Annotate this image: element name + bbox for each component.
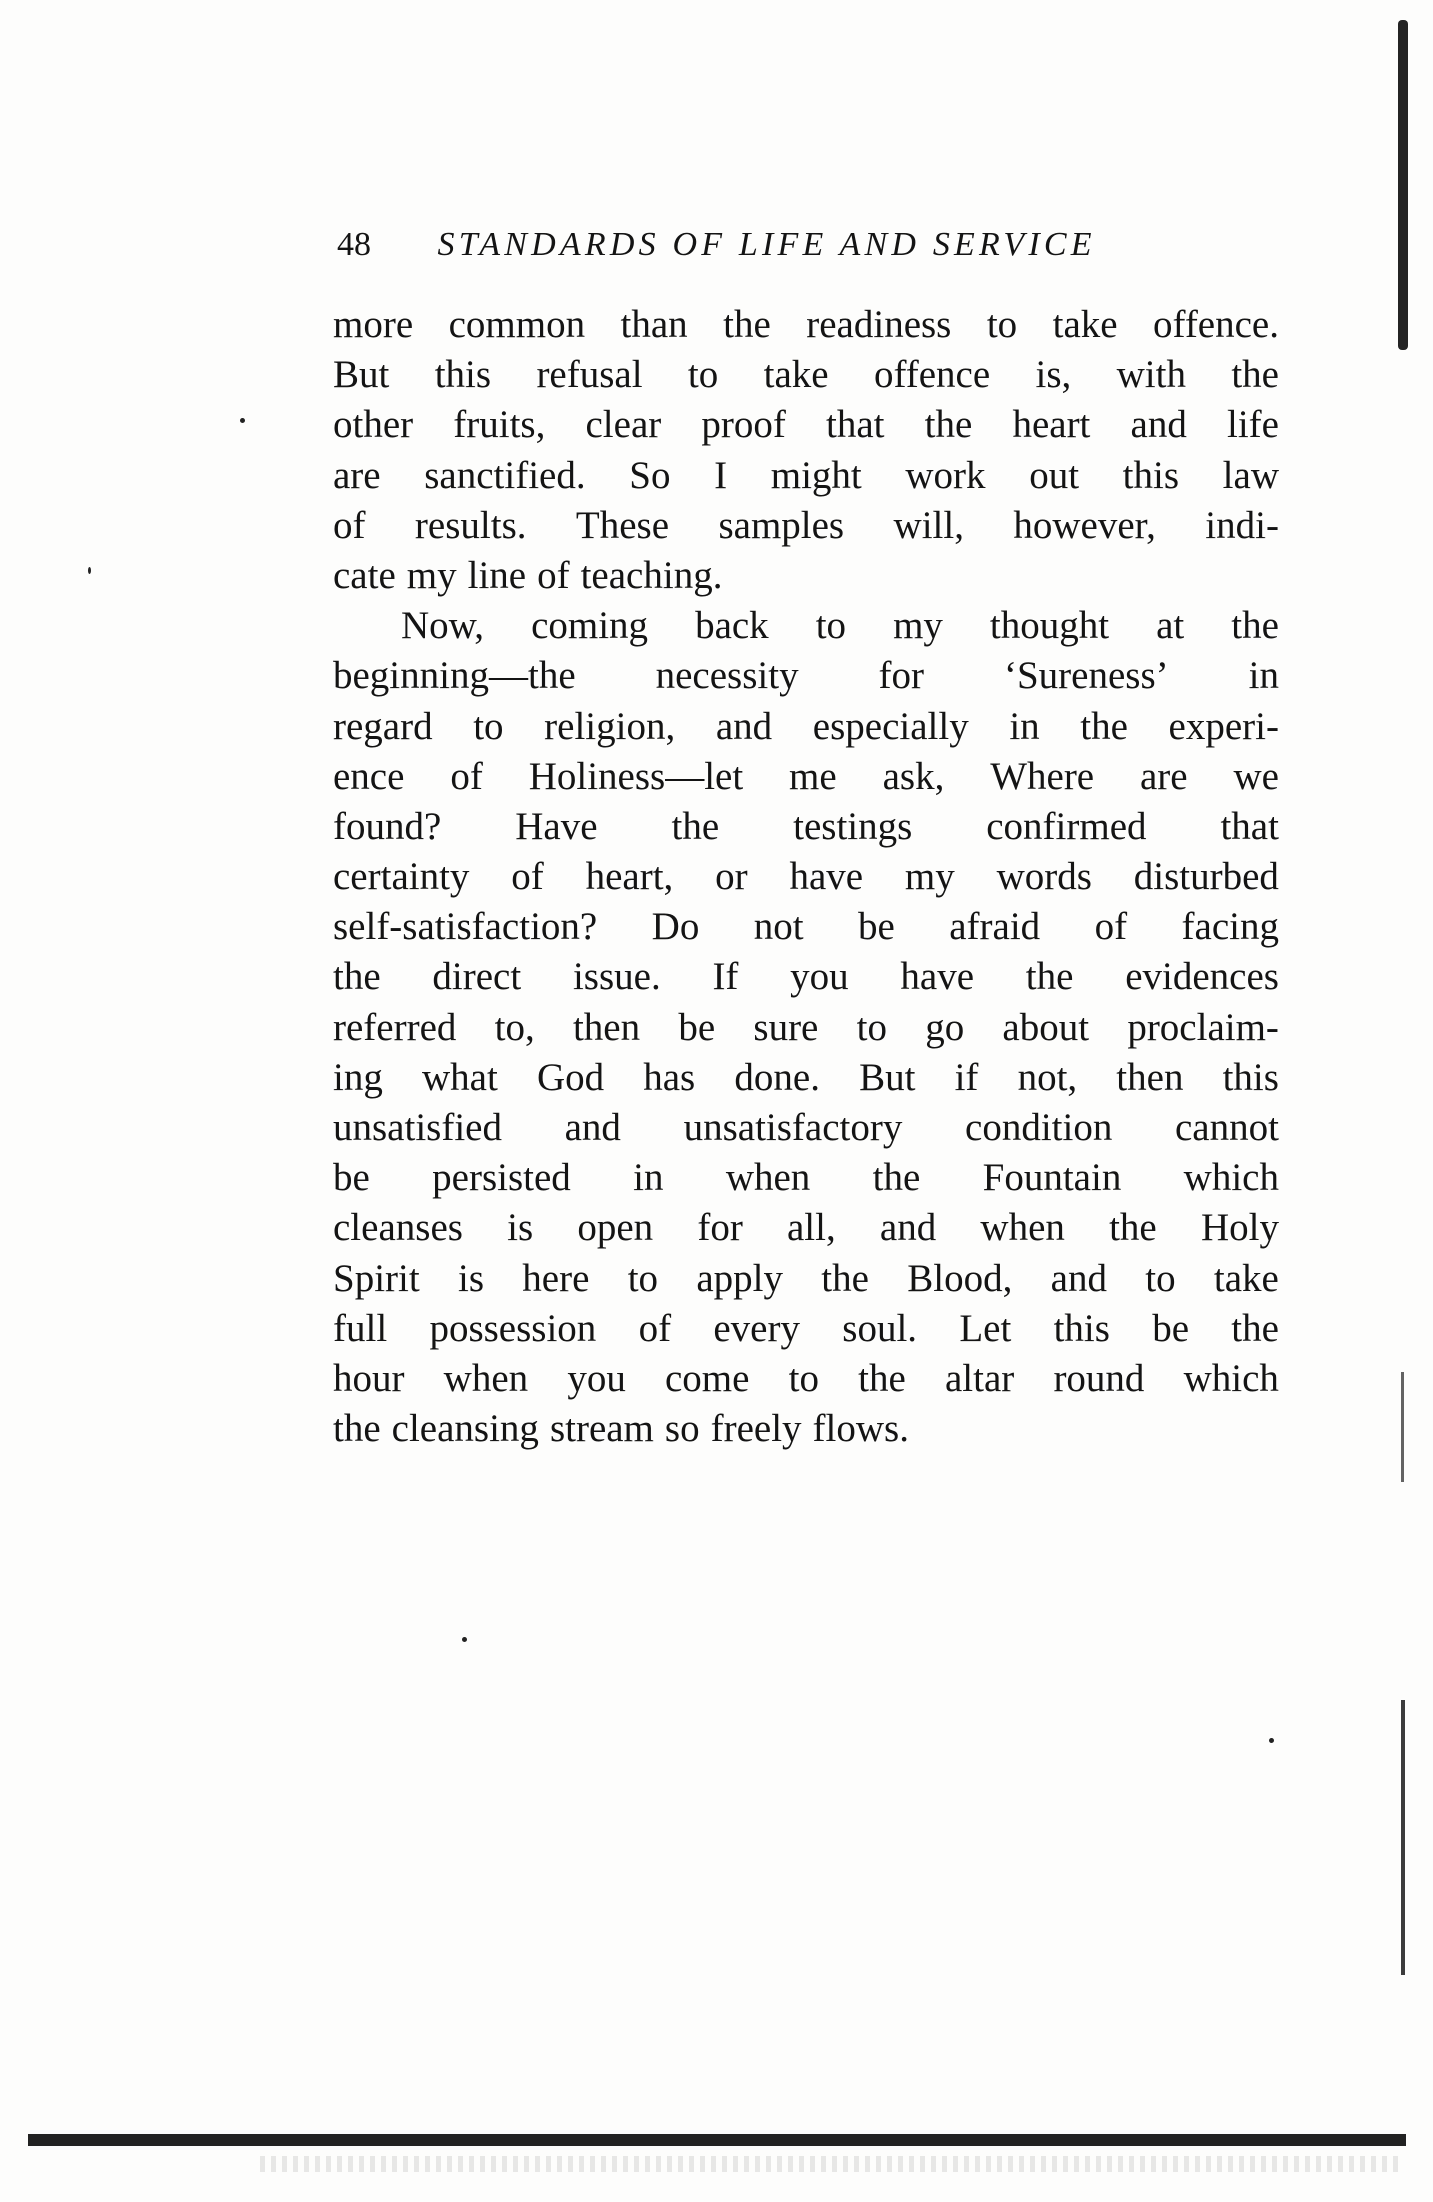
text-line [333, 1053, 1279, 1103]
word: done. [734, 1055, 820, 1099]
text-line [333, 1404, 1279, 1454]
scan-bottom-edge [28, 2134, 1406, 2146]
word: take [1052, 303, 1118, 346]
word: the [1109, 1206, 1157, 1250]
word: of [638, 1306, 672, 1350]
text-line [333, 651, 1279, 701]
word: in [633, 1156, 664, 1200]
word: of [450, 754, 483, 798]
word: heart, [585, 855, 674, 899]
word: and [879, 1206, 937, 1250]
word: proof [701, 403, 786, 447]
word: testings [793, 804, 913, 848]
text-line [333, 551, 1279, 601]
word: the [1080, 704, 1128, 748]
word: for [697, 1206, 743, 1250]
word: evidences [1125, 955, 1279, 999]
word: the [924, 403, 973, 447]
word: stream [549, 1407, 654, 1451]
word: to [1145, 1256, 1176, 1300]
text-line [333, 1003, 1279, 1053]
word: when [980, 1206, 1065, 1250]
word: to [788, 1356, 819, 1400]
text-line [333, 952, 1279, 1002]
word: the [1025, 955, 1074, 999]
word: freely [710, 1407, 802, 1451]
word: the [1231, 1306, 1279, 1350]
word: sure [753, 1005, 819, 1049]
word: cate [333, 553, 396, 597]
scan-edge-mark [1401, 1700, 1405, 1975]
running-title: STANDARDS OF LIFE AND SERVICE [437, 226, 1096, 263]
word: go [925, 1005, 965, 1049]
text-line [333, 702, 1279, 752]
word: is, [1035, 353, 1072, 397]
word: to, [494, 1005, 535, 1049]
word: the [1231, 353, 1279, 397]
word: not, [1017, 1055, 1078, 1099]
word: coming [531, 604, 649, 648]
text-line [333, 451, 1279, 501]
text-line [333, 902, 1279, 952]
word: afraid [949, 905, 1041, 949]
word: me [789, 754, 837, 798]
word: indi- [1205, 503, 1279, 547]
word: issue. [572, 955, 661, 999]
word: Holy [1200, 1206, 1279, 1250]
word: come [665, 1356, 750, 1400]
word: out [1029, 453, 1080, 497]
word: ence [333, 754, 405, 798]
word: open [577, 1206, 654, 1250]
word: So [629, 453, 671, 497]
word: soul. [842, 1306, 918, 1350]
word: facing [1181, 905, 1279, 949]
word: refusal [536, 353, 643, 397]
word: altar [944, 1356, 1015, 1400]
word: found? [333, 804, 442, 848]
word: words [996, 855, 1092, 899]
word: the [333, 955, 381, 999]
word: this [1222, 1055, 1279, 1099]
word: be [333, 1156, 370, 1200]
scan-speck [88, 567, 91, 574]
word: offence. [1153, 303, 1279, 346]
word: Fountain [982, 1156, 1122, 1200]
word: proclaim- [1127, 1005, 1279, 1049]
word: the [333, 1407, 381, 1451]
word: offence [873, 353, 991, 397]
scan-speck [240, 418, 245, 423]
word: of [333, 503, 366, 547]
word: you [790, 955, 849, 999]
word: teaching. [580, 553, 723, 597]
word: If [712, 955, 739, 999]
word: But [859, 1055, 916, 1099]
text-line [333, 350, 1279, 400]
text-line [333, 400, 1279, 450]
word: samples [718, 503, 845, 547]
text-line [333, 802, 1279, 852]
word: and [1130, 403, 1187, 447]
word: ‘Sureness’ [1004, 654, 1169, 698]
word: flows. [812, 1407, 909, 1451]
word: if [954, 1055, 979, 1099]
page-number: 48 [337, 226, 371, 263]
word: These [575, 503, 670, 547]
word: be [678, 1005, 716, 1049]
word: other [333, 403, 414, 447]
word: when [443, 1356, 529, 1400]
word: then [572, 1005, 641, 1049]
word: to [986, 303, 1018, 346]
word: ing [333, 1055, 383, 1099]
word: which [1183, 1156, 1279, 1200]
word: the [872, 1156, 921, 1200]
text-line [333, 1304, 1279, 1354]
word: of [511, 855, 544, 899]
word: we [1233, 754, 1279, 798]
word: self-satisfaction? [333, 905, 598, 949]
word: the [671, 804, 720, 848]
word: the [1231, 604, 1279, 648]
word: life [1227, 403, 1279, 447]
word: necessity [655, 654, 799, 698]
word: that [826, 403, 885, 447]
text-line [333, 1203, 1279, 1253]
word: what [421, 1055, 498, 1099]
text-line [333, 501, 1279, 551]
text-line [333, 1103, 1279, 1153]
word: Now, [401, 604, 485, 648]
word: with [1116, 353, 1186, 397]
word: this [434, 353, 492, 397]
text-line [333, 300, 1279, 350]
word: full [333, 1306, 388, 1350]
word: take [763, 353, 829, 397]
word: is [457, 1256, 484, 1300]
word: have [900, 955, 975, 999]
word: about [1002, 1005, 1090, 1049]
word: all, [787, 1206, 836, 1250]
word: when [725, 1156, 811, 1200]
word: religion, [544, 704, 676, 748]
running-head [337, 220, 1277, 270]
word: to [627, 1256, 659, 1300]
word: not [753, 905, 804, 949]
word: beginning—the [333, 654, 576, 698]
word: Do [651, 905, 700, 949]
word: thought [989, 604, 1110, 648]
word: possession [429, 1306, 597, 1350]
word: in [1009, 704, 1040, 748]
word: experi- [1168, 704, 1279, 748]
word: I [714, 453, 728, 497]
word: might [770, 453, 862, 497]
word: confirmed [986, 804, 1147, 848]
word: be [1152, 1306, 1190, 1350]
word: apply [696, 1256, 783, 1300]
word: God [536, 1055, 605, 1099]
word: persisted [432, 1156, 571, 1200]
word: unsatisfied [333, 1106, 502, 1149]
word: ask, [882, 754, 945, 798]
word: this [1053, 1306, 1110, 1350]
word: condition [965, 1106, 1113, 1149]
word: and [1050, 1256, 1107, 1300]
word: and [564, 1106, 621, 1149]
word: Have [515, 804, 598, 848]
word: be [858, 905, 895, 949]
word: to [856, 1005, 887, 1049]
word: to [687, 353, 719, 397]
word: then [1116, 1055, 1184, 1099]
word: of [1094, 905, 1128, 949]
scan-noise [260, 2156, 1400, 2172]
word: results. [414, 503, 527, 547]
text-line [333, 752, 1279, 802]
word: have [789, 855, 864, 899]
word: sanctified. [424, 453, 586, 497]
word: has [643, 1055, 696, 1099]
word: in [1248, 654, 1279, 698]
word: certainty [333, 855, 470, 899]
word: which [1183, 1356, 1279, 1400]
word: Spirit [333, 1256, 420, 1300]
word: referred [333, 1005, 457, 1049]
word: direct [432, 955, 522, 999]
word: my [904, 855, 955, 899]
word: to [473, 704, 504, 748]
text-line [333, 601, 1279, 651]
text-line [333, 1354, 1279, 1404]
word: every [713, 1306, 800, 1350]
word: at [1156, 604, 1185, 648]
word: my [893, 604, 943, 648]
word: are [1140, 754, 1188, 798]
word: the [821, 1256, 869, 1300]
word: this [1122, 453, 1180, 497]
word: Blood, [907, 1256, 1013, 1300]
word: disturbed [1133, 855, 1279, 899]
word: the [723, 303, 771, 346]
word: Where [990, 754, 1095, 798]
word: heart [1012, 403, 1091, 447]
word: line [467, 553, 527, 597]
scan-edge-mark [1401, 1372, 1404, 1482]
word: regard [333, 704, 433, 748]
word: law [1222, 453, 1279, 497]
word: for [878, 654, 925, 698]
word: especially [812, 704, 969, 748]
word: and [715, 704, 773, 748]
scan-speck [462, 1637, 467, 1642]
word: that [1220, 804, 1279, 848]
text-line [333, 1153, 1279, 1203]
word: work [905, 453, 986, 497]
word: my [406, 553, 457, 597]
word: common [448, 303, 586, 346]
word: cleanses [333, 1206, 463, 1250]
body-text [333, 300, 1279, 1454]
word: readiness [806, 303, 952, 346]
text-line [333, 1254, 1279, 1304]
word: round [1053, 1356, 1145, 1400]
word: however, [1013, 503, 1156, 547]
word: is [507, 1206, 534, 1250]
word: take [1213, 1256, 1279, 1300]
word: you [567, 1356, 626, 1400]
word: to [815, 604, 847, 648]
word: fruits, [453, 403, 546, 447]
word: will, [893, 503, 964, 547]
word: back [695, 604, 769, 648]
word: more [333, 303, 414, 346]
text-line [333, 852, 1279, 902]
word: hour [333, 1356, 405, 1400]
word: of [537, 553, 570, 597]
word: the [858, 1356, 906, 1400]
word: unsatisfactory [683, 1106, 903, 1149]
scan-edge-mark [1398, 20, 1408, 350]
word: cannot [1175, 1106, 1279, 1149]
word: than [620, 303, 688, 346]
word: so [664, 1407, 700, 1451]
word: cleansing [391, 1407, 539, 1451]
word: or [715, 855, 748, 899]
word: are [333, 453, 381, 497]
word: But [333, 353, 390, 397]
word: Let [959, 1306, 1012, 1350]
word: here [522, 1256, 590, 1300]
scan-speck [1269, 1738, 1274, 1743]
word: clear [585, 403, 662, 447]
word: Holiness—let [528, 754, 744, 798]
